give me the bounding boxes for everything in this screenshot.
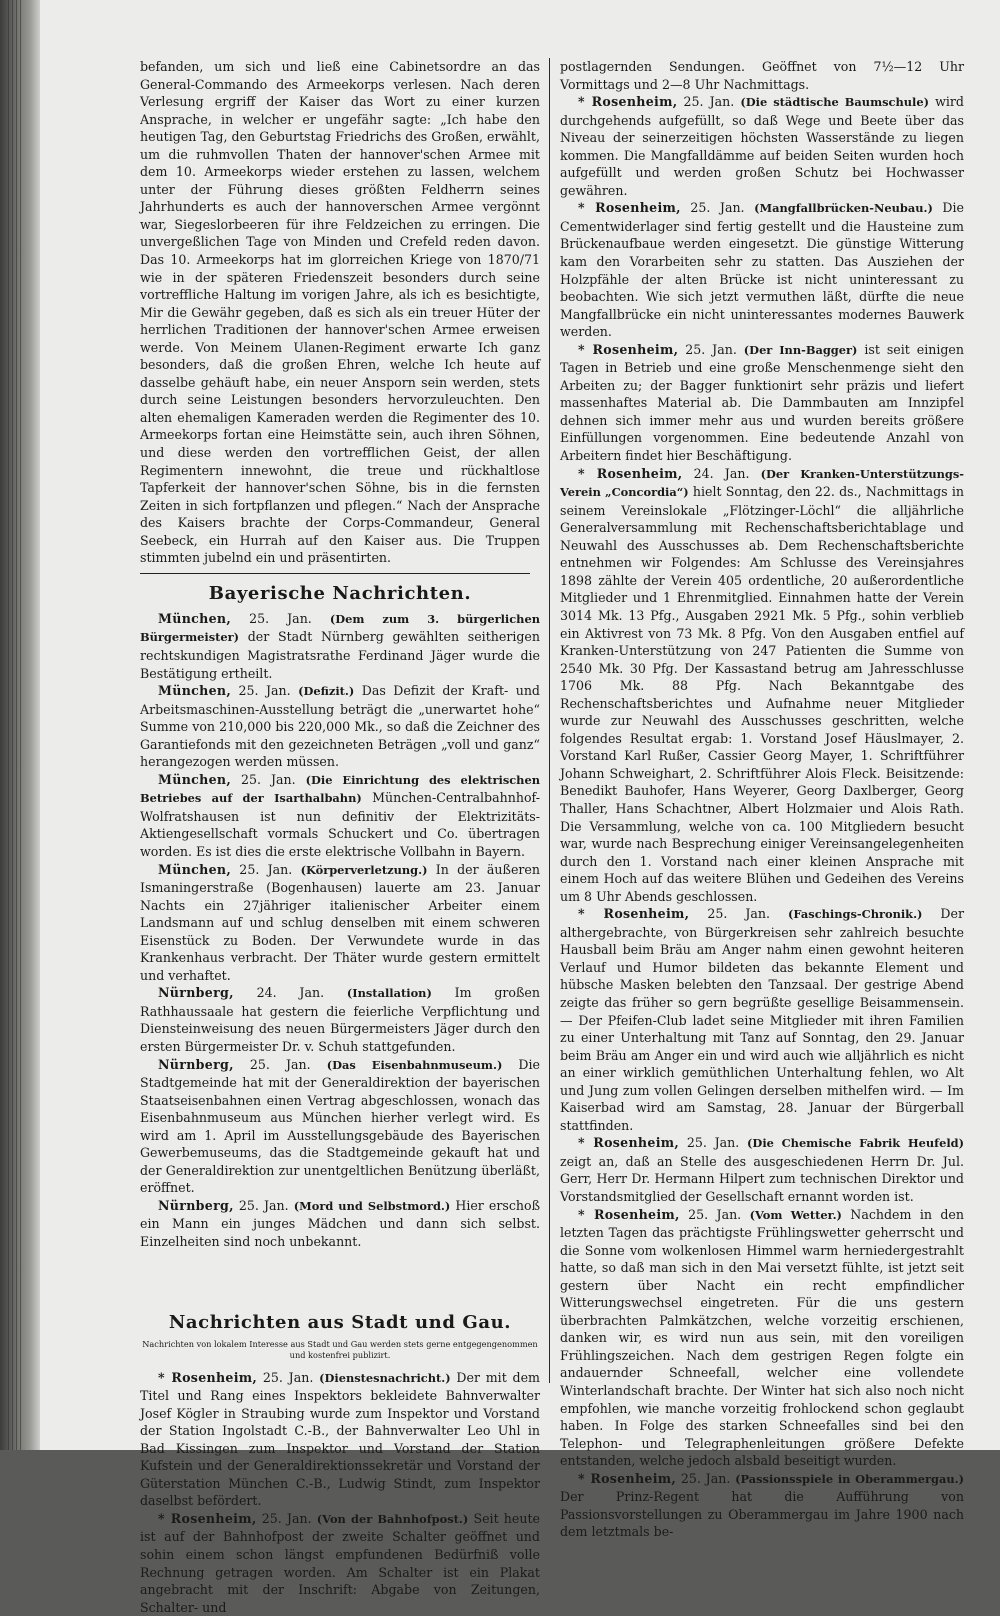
news-item: * Rosenheim, 25. Jan. (Vom Wetter.) Nachdem in den letzten Tagen das prächtigste Frühlingswetter geherrscht und die Sonne vom wolkenlosen Himmel warm herniedergestrahlt hatte, so daß man sich in den Mai versetzt fühlte, ist jetzt seit gestern über Nacht ein recht empfindlicher Witterungswechsel eingetreten. Für die uns gestern überbrachten Palmkätzchen, welche vorzeitig erschienen, danken wir, es wird nun aus sein, mit den voreiligen Frühlingszeichen. Nach dem gestrigen Regen folgte ein andauernder Schneefall, welcher eine vollendete Winterlandschaft brachte. Der Winter hat sich also noch nicht empfohlen, wie manche vorzeitig frohlockend schon geglaubt haben. In Folge des starken Schneefalles sind bei den Telephon- und Telegraphenleitungen größere Defekte entstanden, welche jedoch alsbald beseitigt wurden. (560, 1206, 964, 1469)
right-column (560, 58, 964, 1541)
news-item: * Rosenheim, 24. Jan. (Der Kranken-Unterstützungs-Verein „Concordia“) hielt Sonntag, den 22. ds., Nachmittags in seinem Vereinslokale „Flötzinger-Löchl“ die alljährliche Generalversammlung mit Rechenschaftsberichtablage und Neuwahl des Ausschusses ab. Dem Rechenschaftsberichte entnehmen wir Folgendes: Am Schlusse des Vereinsjahres 1898 zählte der Verein 405 ordentliche, 20 außerordentliche Mitglieder und 1 Ehrenmitglied. Einnahmen hatte der Verein 3014 Mk. 13 Pfg., Ausgaben 2921 Mk. 5 Pfg., sohin verblieb ein Aktivrest von 73 Mk. 8 Pfg. Von den Ausgaben entfiel auf Kranken-Unterstützung von 247 Patienten die Summe von 2540 Mk. 30 Pfg. Der Kassastand betrug am Jahresschlusse 1706 Mk. 88 Pfg. Nach Bekanntgabe des Rechenschaftsberichtes und Aufnahme neuer Mitglieder wurde zur Neuwahl des Ausschusses geschritten, welche folgendes Resultat ergab: 1. Vorstand Josef Häuslmayer, 2. Vorstand Karl Rußer, Cassier Georg Mayer, 1. Schriftführer Johann Schweighart, 2. Schriftführer Alois Fleck. Beisitzende: Benedikt Bauhofer, Hans Weyerer, Georg Daxlberger, Georg Thaller, Hans Schachtner, Albert Holzmaier und Alois Rath. Die Versammlung, welche von ca. 100 Mitgliedern besucht war, wurde nach Besprechung einiger Vereinsangelegenheiten durch den 1. Vorstand nach einer kleinen Ansprache mit einem Hoch auf das weitere Blühen und Gedeihen des Vereins um 8 Uhr Abends geschlossen. (560, 465, 964, 904)
column-divider (549, 58, 550, 1383)
section-note: Nachrichten von lokalem Interesse aus Stadt und Gau werden stets gerne entgegengenommen und kostenfrei publizirt. (142, 1338, 538, 1360)
section-title-bayern: Bayerische Nachrichten. (208, 582, 472, 604)
article-continuation: postlagernden Sendungen. Geöffnet von 7½—12 Uhr Vormittags und 2—8 Uhr Nachmittags. (560, 59, 964, 92)
news-item: * Rosenheim, 25. Jan. (Dienstesnachricht.) Der mit dem Titel und Rang eines Inspektors bekleidete Bahnverwalter Josef Kögler in Straubing wurde zum Inspektor und Vorstand der Station Ingolstadt C.-B., der Bahnverwalter Leo Uhl in Bad Kissingen zum Inspektor und Vorstand der Station Kufstein und der Generaldirektionssekretär und Vorstand der Güterstation München C.-B., Ludwig Stindt, zum Inspektor daselbst befördert. (140, 1369, 540, 1509)
news-item: München, 25. Jan. (Körperverletzung.) In der äußeren Ismaningerstraße (Bogenhausen) lauerte am 23. Januar Nachts ein 27jähriger italienischer Arbeiter einem Landsmann auf und schlug denselben mit einem schweren Eisenstück zu Boden. Der Verwundete wurde in das Krankenhaus verbracht. Der Thäter wurde gestern ermittelt und verhaftet. (140, 861, 540, 983)
article-continuation: befanden, um sich und ließ eine Cabinetsordre an das General-Commando des Armeekorps verlesen. Nach deren Verlesung ergriff der Kaiser das Wort zu einer kurzen Ansprache, in welcher er ungefähr sagte: „Ich habe den heutigen Tag, den Geburtstag Friedrichs des Großen, erwählt, um die ruhmvollen Thaten der hannover'schen Armee mit dem 10. Armeekorps wieder erstehen zu lassen, welchem unter der Führung dieses größten Feldherrn seines Jahrhunderts es auch der hannoverschen Armee vergönnt war, Siegeslorbeeren für ihre Feldzeichen zu erringen. Die unvergeßlichen Tage von Minden und Crefeld reden davon. Das 10. Armeekorps hat im glorreichen Kriege von 1870/71 wie in der späteren Friedenszeit besonders durch seine vortreffliche Haltung im vorigen Jahre, als ich es besichtigte, Mir die Gewähr gegeben, daß es sich als ein treuer Hüter der herrlichen Traditionen der hannover'schen Armee erweisen werde. Von Meinem Ulanen-Regiment erwarte Ich ganz besonders, daß die großen Ehren, welche Ich heute auf dasselbe gehäuft habe, ein neuer Ansporn sein werden, stets durch seine Leistungen besonders hervorzuleuchten. Den alten ehemaligen Kameraden werden die Regimenter des 10. Armeekorps fortan eine Heimstätte sein, auch ihren Söhnen, und diese werden den vortrefflichen Geist, der allen Regimentern innewohnt, die treue und rückhaltlose Tapferkeit der hannover'schen Söhne, bis in die fernsten Zeiten in sich fortpflanzen und pflegen.“ Nach der Ansprache des Kaisers brachte der Corps-Commandeur, General Seebeck, ein Hurrah auf den Kaiser aus. Die Truppen stimmten jubelnd ein und präsentirten. (140, 59, 540, 566)
separator-rule (140, 573, 530, 574)
news-item: München, 25. Jan. (Dem zum 3. bürgerlichen Bürgermeister) der Stadt Nürnberg gewählten seitherigen rechtskundigen Magistratsrathe Ferdinand Jäger wurde die Bestätigung ertheilt. (140, 610, 540, 681)
news-item: Nürnberg, 25. Jan. (Das Eisenbahnmuseum.) Die Stadtgemeinde hat mit der Generaldirektion der bayerischen Staatseisenbahnen einen Vertrag abgeschlossen, wonach das Eisenbahnmuseum aus München hierher verlegt wird. Es wird am 1. April im Ausstellungsgebäude des Bayerischen Gewerbemuseums, das die Stadtgemeinde gekauft hat und der Generaldirektion zur unentgeltlichen Benützung überläßt, eröffnet. (140, 1056, 540, 1196)
news-item: * Rosenheim, 25. Jan. (Die städtische Baumschule) wird durchgehends aufgefüllt, so daß Wege und Beete über das Niveau der seinerzeitigen höchsten Wasserstände zu liegen kommen. Die Mangfalldämme auf beiden Seiten wurden hoch aufgefüllt und werden großen Schutz bei Hochwasser gewähren. (560, 94, 964, 198)
news-item: * Rosenheim, 25. Jan. (Faschings-Chronik.) Der althergebrachte, von Bürgerkreisen sehr zahlreich besuchte Hausball beim Bräu am Anger nahm einen gewohnt heiteren Verlauf und Humor bildeten das bekannte Element und hübsche Masken belebten den Tanzsaal. Der gestrige Abend zeigte das früher so gern begrüßte gesellige Beisammensein. — Der Pfeifen-Club ladet seine Mitglieder mit ihren Familien zu einer Unterhaltung mit Tanz auf Sonntag, den 29. Januar beim Bräu am Anger ein und wird auch wie alljährlich es nicht an einer wirklich gemüthlichen Unterhaltung fehlen, wo Alt und Jung zum vollen Gelingen derselben mithelfen wird. — Im Kaiserbad wird am Samstag, 28. Januar der Bürgerball stattfinden. (560, 906, 965, 1133)
news-item: München, 25. Jan. (Defizit.) Das Defizit der Kraft- und Arbeitsmaschinen-Ausstellung beträgt die „unerwartet hohe“ Summe von 210,000 bis 220,000 Mk., so daß die Zeichner des Garantiefonds mit den gezeichneten Beträgen „voll und ganz“ herangezogen werden müssen. (140, 683, 540, 770)
news-item: * Rosenheim, 25. Jan. (Von der Bahnhofpost.) Seit heute ist auf der Bahnhofpost der zweite Schalter geöffnet und sohin einem schon längst empfundenen Bedürfniß volle Rechnung getragen worden. Am Schalter ist ein Plakat angebracht mit der Inschrift: Abgabe von Zeitungen, Schalter- und (140, 1510, 540, 1615)
news-item: * Rosenheim, 25. Jan. (Mangfallbrücken-Neubau.) Die Cementwiderlager sind fertig gestellt und die Hausteine zum Brückenaufbaue werden eingesetzt. Die günstige Witterung kam den Vorarbeiten sehr zu statten. Das Ausziehen der Holzpfähle der alten Brücke ist nicht uninteressant zu beobachten. Wie sich jetzt vermuthen läßt, dürfte die neue Mangfallbrücke ein nicht uninteressantes modernes Bauwerk werden. (560, 200, 964, 340)
section-title-stadt-gau: Nachrichten aus Stadt und Gau. (168, 1311, 512, 1333)
news-item: Nürnberg, 24. Jan. (Installation) Im großen Rathhaussaale hat gestern die feierliche Verpflichtung und Diensteinweisung des neuen Bürgermeisters Jäger durch den ersten Bürgermeister Dr. v. Schuh stattgefunden. (140, 985, 540, 1054)
news-item: * Rosenheim, 25. Jan. (Der Inn-Bagger) ist seit einigen Tagen in Betrieb und eine große Menschenmenge sieht den Arbeiten zu; der Bagger funktionirt sehr präzis und liefert massenhaftes Material ab. Die Dammbauten am Innzipfel dehnen sich immer mehr aus und wurden bereits größere Einfüllungen vorgenommen. Eine bedeutende Anzahl von Arbeitern findet hier Beschäftigung. (560, 341, 965, 464)
book-gutter (0, 0, 40, 1450)
news-item: * Rosenheim, 25. Jan. (Die Chemische Fabrik Heufeld) zeigt an, daß an Stelle des ausgeschiedenen Herrn Dr. Jul. Gerr, Herr Dr. Hermann Hilpert zum technischen Direktor und Vorstandsmitglied der Gesellschaft ernannt worden ist. (560, 1135, 965, 1204)
news-item: Nürnberg, 25. Jan. (Mord und Selbstmord.) Hier erschoß ein Mann ein junges Mädchen und dann sich selbst. Einzelheiten sind noch unbekannt. (140, 1197, 540, 1249)
news-item: München, 25. Jan. (Die Einrichtung des elektrischen Betriebes auf der Isarthalbahn) München-Centralbahnhof-Wolfratshausen ist nun definitiv der Elektrizitäts-Aktiengesellschaft vormals Schuckert und Co. übertragen worden. Es ist dies die erste elektrische Vollbahn in Bayern. (140, 771, 540, 859)
left-column (140, 58, 540, 1616)
news-item: * Rosenheim, 25. Jan. (Passionsspiele in Oberammergau.) Der Prinz-Regent hat die Aufführung von Passionsvorstellungen zu Oberammergau im Jahre 1900 nach dem letztmals be- (560, 1470, 965, 1540)
